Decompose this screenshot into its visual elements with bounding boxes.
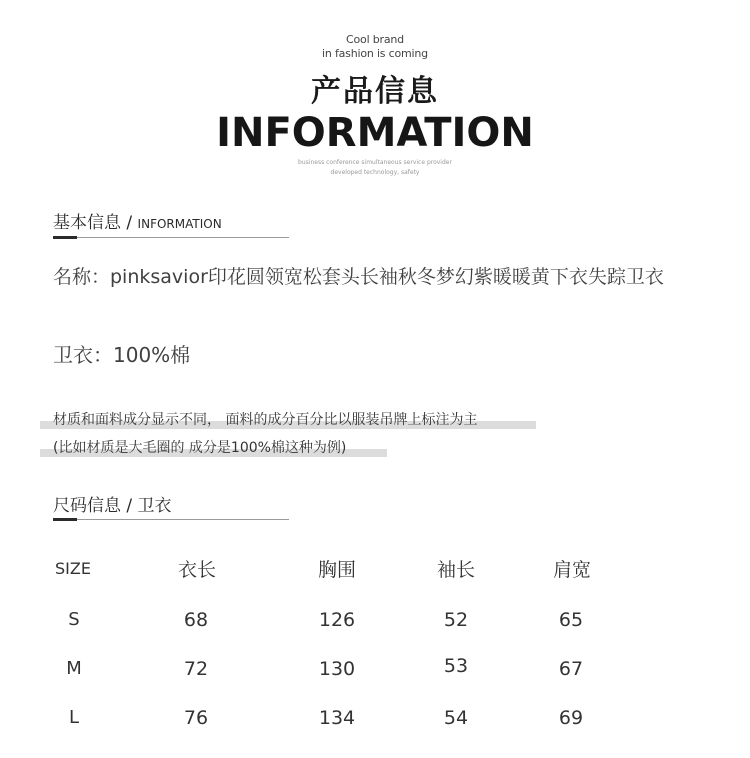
product-name: 名称：pinksavior印花圆领宽松套头长袖秋冬梦幻紫暖暖黄下衣失踪卫衣 — [53, 266, 664, 288]
size-table-row-s-sleeve: 52 — [443, 609, 469, 631]
tagline-line-1: Cool brand — [346, 33, 404, 46]
section-accent-bar — [53, 236, 77, 239]
section-divider — [53, 237, 289, 238]
size-table-header-shoulder: 肩宽 — [552, 559, 591, 581]
size-table-row-s-length: 68 — [183, 609, 209, 631]
tagline-line-2: in fashion is coming — [322, 47, 428, 60]
size-table-row-m-chest: 130 — [318, 658, 356, 680]
size-table-row-l-chest: 134 — [318, 707, 356, 729]
size-table-row-s-shoulder: 65 — [558, 609, 584, 631]
size-table-row-l-shoulder: 69 — [558, 707, 584, 729]
page-title-en: INFORMATION — [216, 110, 534, 156]
note-line-2: (比如材质是大毛圈的 成分是100%棉这种为例) — [53, 440, 347, 456]
basic-info-section-title — [53, 208, 222, 233]
size-table-row-l-size: L — [68, 707, 80, 728]
basic-info-title-en: INFORMATION — [137, 217, 222, 231]
section-divider — [53, 519, 289, 520]
size-table-row-l-sleeve: 54 — [443, 707, 469, 729]
size-table-row-s-chest: 126 — [318, 609, 356, 631]
basic-info-title-cn: 基本信息 / — [53, 213, 133, 233]
size-table-row-m-size: M — [66, 658, 82, 679]
size-table-row-m-shoulder: 67 — [558, 658, 584, 680]
size-table-row-m-sleeve: 53 — [443, 655, 469, 677]
subtitle-line-2: developed technology, safety — [330, 169, 420, 176]
size-table-header-sleeve: 袖长 — [436, 559, 475, 581]
size-table-header-size: SIZE — [55, 559, 91, 578]
size-info-section-title: 尺码信息 / 卫衣 — [53, 496, 172, 516]
size-table-row-s-size: S — [68, 609, 80, 630]
subtitle-line-1: business conference simultaneous service provider — [298, 159, 452, 166]
size-table-header-length: 衣长 — [177, 559, 216, 581]
note-line-1: 材质和面料成分显示不同， 面料的成分百分比以服装吊牌上标注为主 — [53, 412, 478, 428]
material-composition: 卫衣：100%棉 — [53, 343, 191, 367]
size-table-row-m-length: 72 — [183, 658, 209, 680]
page-title-cn: 产品信息 — [311, 74, 439, 109]
section-accent-bar — [53, 518, 77, 521]
size-table-header-chest: 胸围 — [317, 559, 356, 581]
size-table-row-l-length: 76 — [183, 707, 209, 729]
